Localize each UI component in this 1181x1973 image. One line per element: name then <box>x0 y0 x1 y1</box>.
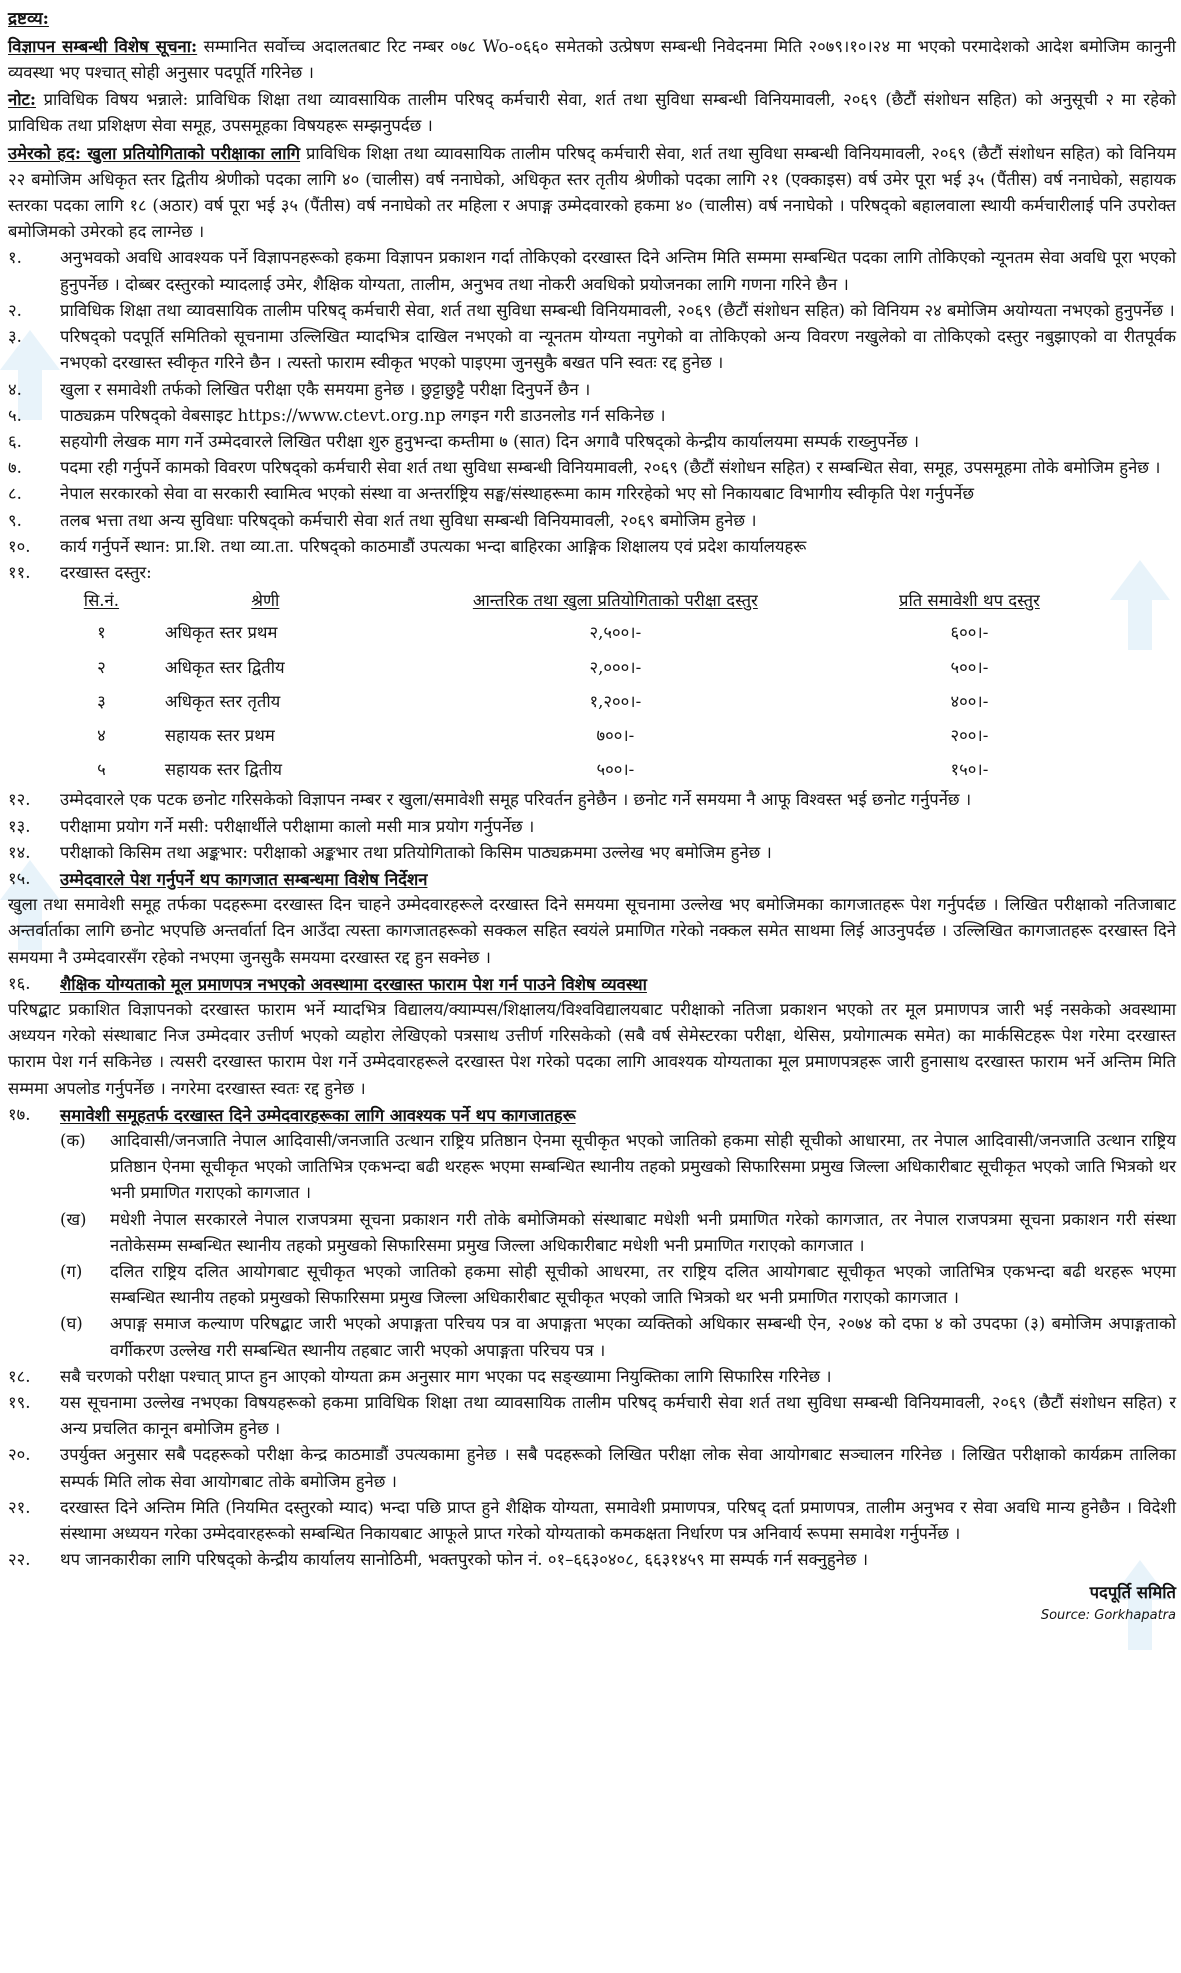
notice-header: द्रष्टव्य: <box>8 9 49 29</box>
item-number: २१. <box>8 1497 31 1517</box>
item-number: ५. <box>8 405 22 425</box>
sub-item <box>60 1207 1176 1259</box>
list-item <box>8 481 1176 507</box>
table-cell: अधिकृत स्तर द्वितीय <box>164 657 285 677</box>
list-item <box>8 1442 1176 1494</box>
section-heading: समावेशी समूहतर्फ दरखास्त दिने उम्मेदवारहरूका लागि आवश्यक पर्ने थप कागजातहरू <box>60 1104 576 1125</box>
item-text: दरखास्त दिने अन्तिम मिति (नियमित दस्तुरको म्याद) भन्दा पछि प्राप्त हुने शैक्षिक योग्यता, समावेशी प्रमाणपत्र, परिषद् दर्ता प्रमाणपत्र, तालीम अनुभव र सेवा अवधि मान्य हुनेछैन । विदेशी संस्थामा अध्ययन गरेका उम्मेदवारहरूको सम्बन्धित निकायबाट आफूले प्राप्त गरेको योग्यताको कमकक्षता निर्धारण पत्र अनिवार्य रूपमा समावेश गर्नुपर्नेछ । <box>60 1497 1176 1544</box>
item-number: ४. <box>8 379 22 399</box>
list-item <box>8 534 1176 560</box>
special-notice-label: विज्ञापन सम्बन्धी विशेष सूचना: <box>8 35 198 56</box>
list-item <box>8 1364 1176 1390</box>
fee-table-header-row <box>68 586 1108 616</box>
item-text: पदमा रही गर्नुपर्ने कामको विवरण परिषद्को कर्मचारी सेवा शर्त तथा सुविधा सम्बन्धी विनियमावली, २०६९ (छैटौं संशोधन सहित) र सम्बन्धित सेवा, समूह, उपसमूहमा तोके बमोजिम हुनेछ । <box>60 458 1161 478</box>
sub-item-label: (घ) <box>60 1314 83 1334</box>
item-text: खुला र समावेशी तर्फको लिखित परीक्षा एकै समयमा हुनेछ । छुट्टाछुट्टै परीक्षा दिनुपर्ने छैन । <box>60 379 591 399</box>
section-15-body: खुला तथा समावेशी समूह तर्फका पदहरूमा दरखास्त दिन चाहने उम्मेदवारहरूले दरखास्त दिने समयमा सूचनामा उल्लेख भए बमोजिमका कागजातहरू पेश गर्नुपर्दछ । लिखित परीक्षाको नतिजाबाट अन्तर्वार्ताका लागि छनोट भएपछि अन्तर्वार्ता दिन आउँदा त्यस्ता कागजातहरूको सक्कल सहित स्वयंले प्रमाणित गरेको नक्कल समेत साथमा लिई आउनुपर्दछ । उल्लिखित कागजातहरू दरखास्त दिने समयमा नै उम्मेदवारसँग रहेको नभएमा जुनसुकै समयमा दरखास्त रद्द हुन सक्नेछ । <box>8 895 1176 967</box>
list-item <box>8 377 1176 403</box>
item-text: उम्मेदवारले एक पटक छनोट गरिसकेको विज्ञापन नम्बर र खुला/समावेशी समूह परिवर्तन हुनेछैन । छनोट गर्ने समयमा नै आफू विश्वस्त भई छनोट गर्नुपर्नेछ । <box>60 790 972 810</box>
item-number: १८. <box>8 1366 31 1386</box>
sub-item-label: (ख) <box>60 1209 87 1229</box>
item-text: परीक्षामा प्रयोग गर्ने मसी: परीक्षार्थीले परीक्षामा कालो मसी मात्र प्रयोग गर्नुपर्नेछ । <box>60 816 535 836</box>
table-row <box>68 651 1108 685</box>
table-cell: २,५००।- <box>589 623 642 643</box>
item-number: २. <box>8 300 22 320</box>
item-number: ७. <box>8 458 22 478</box>
table-cell: ४ <box>97 725 106 745</box>
item-number: २२. <box>8 1550 31 1570</box>
item-text: उपर्युक्त अनुसार सबै पदहरूको परीक्षा केन्द्र काठमाडौं उपत्यकामा हुनेछ । सबै पदहरूको लिखित परीक्षा लोक सेवा आयोगबाट सञ्चालन गरिनेछ । लिखित परीक्षाको कार्यक्रम तालिका सम्पर्क मिति लोक सेवा आयोगबाट तोके बमोजिम हुनेछ । <box>60 1445 1176 1491</box>
item-number: १६. <box>8 973 31 993</box>
item-number: ३. <box>8 327 22 347</box>
age-limit-text: प्राविधिक शिक्षा तथा व्यावसायिक तालीम परिषद् कर्मचारी सेवा, शर्त तथा सुविधा सम्बन्धी विनियमावली, २०६९ (छैटौं संशोधन सहित) को विनियम २२ बमोजिम अधिकृत स्तर द्वितीय श्रेणीको पदका लागि ४० (चालीस) वर्ष ननाघेको, अधिकृत स्तर तृतीय श्रेणीको पदका लागि २१ (एक्काइस) वर्ष उमेर पूरा भई ३५ (पैंतीस) वर्ष ननाघेको, सहायक स्तरका पदका लागि १८ (अठार) वर्ष पूरा भई ३५ (पैंतीस) वर्ष ननाघेको तर महिला र अपाङ्ग उम्मेदवारको हकमा ४० (चालीस) वर्ष ननाघेको । परिषद्को बहालवाला स्थायी कर्मचारीलाई पनि उपरोक्त बमोजिमको उमेरको हद लाग्नेछ । <box>8 143 1176 242</box>
item-text: परीक्षाको किसिम तथा अङ्कभार: परीक्षाको अङ्कभार तथा प्रतियोगिताको किसिम पाठ्यक्रममा उल्लेख भए बमोजिम हुनेछ । <box>60 842 772 862</box>
list-item <box>8 455 1176 481</box>
item-text: यस सूचनामा उल्लेख नभएका विषयहरूको हकमा प्राविधिक शिक्षा तथा व्यावसायिक तालीम परिषद् कर्मचारी सेवा शर्त तथा सुविधा सम्बन्धी विनियमावली, २०६९ (छैटौं संशोधन सहित) र अन्य प्रचलित कानून बमोजिम हुनेछ । <box>60 1393 1176 1439</box>
table-cell: सहायक स्तर प्रथम <box>164 725 275 745</box>
sub-item <box>60 1128 1176 1207</box>
sub-item-label: (क) <box>60 1130 86 1150</box>
section-17-heading <box>8 1102 1176 1128</box>
note <box>8 86 1176 139</box>
item-text: सहयोगी लेखक माग गर्ने उम्मेदवारले लिखित परीक्षा शुरु हुनुभन्दा कम्तीमा ७ (सात) दिन अगावै परिषद्को केन्द्रीय कार्यालयमा सम्पर्क राख्नुपर्नेछ । <box>60 431 920 451</box>
table-row <box>68 616 1108 650</box>
item-number: १. <box>8 248 22 268</box>
sub-item-label: (ग) <box>60 1262 83 1281</box>
list-item <box>8 560 1176 586</box>
item-number: १५. <box>8 868 31 888</box>
sub-item-text: आदिवासी/जनजाति नेपाल आदिवासी/जनजाति उत्थान राष्ट्रिय प्रतिष्ठान ऐनमा सूचीकृत भएको जातिको हकमा सोही सूचीको आधारमा, तर नेपाल आदिवासी/जनजाति उत्थान राष्ट्रिय प्रतिष्ठान ऐनमा सूचीकृत भएको जातिभित्र एकभन्दा बढी थरहरू भएमा सम्बन्धित स्थानीय तहको प्रमुखको सिफारिसमा प्रमुख जिल्ला अधिकारीबाट सूचीकृत भएको जाति भित्रको थर भनी प्रमाणित गराएको कागजात । <box>110 1130 1176 1203</box>
table-row <box>68 719 1108 753</box>
item-text: तलब भत्ता तथा अन्य सुविधाः परिषद्को कर्मचारी सेवा शर्त तथा सुविधा सम्बन्धी विनियमावली, २०६९ बमोजिम हुनेछ । <box>60 510 757 530</box>
source-credit: Source: Gorkhapatra <box>1040 1607 1176 1623</box>
item-text: परिषद्को पदपूर्ति समितिको सूचनामा उल्लिखित म्यादभित्र दाखिल नभएको वा न्यूनतम योग्यता नपुगेको वा तोकिएको अन्य विवरण नखुलेको वा तोकिएको दस्तुर नबुझाएको वा रीतपूर्वक नभएको दरखास्त स्वीकृत गरिने छैन । त्यस्तो फाराम स्वीकृत भएको पाइएमा जुनसुकै बखत पनि स्वतः रद्द हुनेछ । <box>60 327 1176 373</box>
table-cell: २००।- <box>950 725 989 745</box>
table-cell: अधिकृत स्तर प्रथम <box>164 623 278 643</box>
item-number: ६. <box>8 431 22 451</box>
sub-item <box>60 1259 1176 1311</box>
list-item <box>8 403 1176 429</box>
table-cell: अधिकृत स्तर तृतीय <box>164 691 281 711</box>
table-cell: २ <box>97 657 106 677</box>
section-16-heading <box>8 971 1176 997</box>
age-limit <box>8 140 1176 246</box>
table-cell: सहायक स्तर द्वितीय <box>164 760 282 780</box>
list-item <box>8 429 1176 455</box>
notice-document <box>8 6 1176 1626</box>
item-number: १२. <box>8 790 31 810</box>
table-cell: ५००।- <box>950 657 989 677</box>
list-item <box>8 1390 1176 1442</box>
item-text: कार्य गर्नुपर्ने स्थान: प्रा.शि. तथा व्या.ता. परिषद्को काठमाडौं उपत्यका भन्दा बाहिरका आङ्गिक शिक्षालय एवं प्रदेश कार्यालयहरू <box>60 536 807 556</box>
sub-item-text: मधेशी नेपाल सरकारले नेपाल राजपत्रमा सूचना प्रकाशन गरी तोके बमोजिमको संस्थाबाट मधेशी भनी प्रमाणित गरेको कागजात, तर नेपाल राजपत्रमा सूचना प्रकाशन गरी संस्था नतोकेसम्म सम्बन्धित स्थानीय तहको प्रमुखको सिफारिसमा प्रमुख जिल्ला अधिकारीबाट मधेशी भनी प्रमाणित गराएको कागजात । <box>110 1209 1176 1255</box>
table-cell: ७००।- <box>596 725 635 745</box>
sub-item-text: अपाङ्ग समाज कल्याण परिषद्बाट जारी भएको अपाङ्गता परिचय पत्र वा अपाङ्गता भएका व्यक्तिको अधिकार सम्बन्धी ऐन, २०७४ को दफा ४ को उपदफा (३) बमोजिम अपाङ्गताको वर्गीकरण उल्लेख गरी सम्बन्धित स्थानीय तहबाट जारी भएको अपाङ्गता परिचय पत्र । <box>110 1314 1176 1360</box>
list-items-b <box>8 787 1176 866</box>
note-label: नोट: <box>8 89 36 110</box>
list-item <box>8 814 1176 840</box>
table-row <box>68 685 1108 719</box>
special-notice-text: सम्मानित सर्वोच्च अदालतबाट रिट नम्बर ०७८ Wo-०६६० समेतको उत्प्रेषण सम्बन्धी निवेदनमा मिति २०७९।१०।२४ मा भएको परमादेशको आदेश बमोजिम कानुनी व्यवस्था भए पश्चात् सोही अनुसार पदपूर्ति गरिनेछ । <box>8 36 1176 83</box>
table-cell: ४००।- <box>950 691 989 711</box>
table-cell: १५०।- <box>950 760 989 780</box>
item-text: दरखास्त दस्तुर: <box>60 562 152 582</box>
sub-item <box>60 1311 1176 1363</box>
list-item <box>8 840 1176 866</box>
item-text: अनुभवको अवधि आवश्यक पर्ने विज्ञापनहरूको हकमा विज्ञापन प्रकाशन गर्दा तोकिएको दरखास्त दिने अन्तिम मिति सम्ममा सम्बन्धित पदका लागि तोकिएको न्यूनतम सेवा अवधि पूरा भएको हुनुपर्नेछ । दोब्बर दस्तुरको म्यादलाई उमेर, शैक्षिक योग्यता, तालीम, अनुभव तथा नोकरी अवधिको प्रयोजनका लागि गणना गरिने छैन । <box>60 248 1176 294</box>
list-item <box>8 298 1176 324</box>
table-cell: ५ <box>97 760 106 780</box>
section-16 <box>8 971 1176 1102</box>
column-header-serial: सि.नं. <box>83 591 120 611</box>
item-text: पाठ्यक्रम परिषद्को वेबसाइट https://www.ctevt.org.np लगइन गरी डाउनलोड गर्न सकिनेछ । <box>60 405 666 425</box>
table-cell: १ <box>97 623 106 643</box>
list-item <box>8 508 1176 534</box>
list-items-c <box>8 1364 1176 1574</box>
age-limit-label: उमेरको हद: खुला प्रतियोगिताको परीक्षाका लागि <box>8 142 301 163</box>
section-16-body: परिषद्बाट प्रकाशित विज्ञापनको दरखास्त फाराम भर्ने म्यादभित्र विद्यालय/क्याम्पस/शिक्षालय/विश्वविद्यालयबाट परीक्षाको नतिजा प्रकाशन भएको तर मूल प्रमाणपत्र जारी भई नसकेको अवस्थामा अध्ययन गरेको संस्थाबाट निज उम्मेदवार उत्तीर्ण भएको व्यहोरा लेखिएको पत्रसाथ उत्तीर्ण गरिसकेको (सबै वर्ष सेमेस्टरका परीक्षा, थेसिस, प्रयोगात्मक समेत) का मार्कसिटहरू पेश गरेमा दरखास्त फाराम पेश गर्न सकिनेछ । त्यसरी दरखास्त फाराम पेश गर्ने उम्मेदवारहरूले दरखास्त पेश गरेको पदका लागि आवश्यक योग्यताका मूल प्रमाणपत्रहरू जारी हुनासाथ दरखास्त फाराम भर्ने अन्तिम मिति सम्ममा अपलोड गर्नुपर्नेछ । नगरेमा दरखास्त स्वतः रद्द हुनेछ । <box>8 999 1176 1098</box>
list-item <box>8 324 1176 376</box>
sub-item-text: दलित राष्ट्रिय दलित आयोगबाट सूचीकृत भएको जातिको हकमा सोही सूचीको आधरमा, तर राष्ट्रिय दलित आयोगबाट सूचीकृत भएको जातिभित्र एकभन्दा बढी थरहरू भएमा सम्बन्धित स्थानीय तहको प्रमुखको सिफारिसमा प्रमुख जिल्ला अधिकारीबाट सूचीकृत भएको जाति भित्रको थर भनी प्रमाणित गराएको कागजात । <box>110 1262 1176 1308</box>
list-item <box>8 787 1176 813</box>
special-notice <box>8 33 1176 86</box>
item-number: १४. <box>8 842 31 862</box>
signature: पदपूर्ति समिति <box>1089 1582 1176 1603</box>
item-number: २०. <box>8 1445 31 1465</box>
column-header-exam-fee: आन्तरिक तथा खुला प्रतियोगिताको परीक्षा दस्तुर <box>472 591 758 611</box>
section-17 <box>8 1102 1176 1364</box>
section-heading: उम्मेदवारले पेश गर्नुपर्ने थप कागजात सम्बन्धमा विशेष निर्देशन <box>60 868 428 889</box>
item-text: नेपाल सरकारको सेवा वा सरकारी स्वामित्व भएको संस्था वा अन्तर्राष्ट्रिय सङ्घ/संस्थाहरूमा काम गरिरहेको भए सो निकायबाट विभागीय स्वीकृति पेश गर्नुपर्नेछ <box>60 484 975 504</box>
item-text: सबै चरणको परीक्षा पश्चात् प्राप्त हुन आएको योग्यता क्रम अनुसार माग भएका पद सङ्ख्यामा नियुक्तिका लागि सिफारिस गरिनेछ । <box>60 1366 832 1386</box>
note-text: प्राविधिक विषय भन्नाले: प्राविधिक शिक्षा तथा व्यावसायिक तालीम परिषद् कर्मचारी सेवा, शर्त तथा सुविधा सम्बन्धी विनियमावली, २०६९ (छैटौं संशोधन सहित) को अनुसूची २ मा रहेको प्राविधिक तथा प्रशिक्षण सेवा समूह, उपसमूहका विषयहरू सम्झनुपर्दछ । <box>8 90 1176 136</box>
table-cell: ३ <box>97 691 106 711</box>
table-cell: ६००।- <box>950 623 989 643</box>
list-item <box>8 245 1176 297</box>
table-cell: २,०००।- <box>589 657 642 677</box>
item-number: ९. <box>8 510 22 530</box>
list-item <box>8 1495 1176 1547</box>
item-number: १०. <box>8 536 31 556</box>
item-text: थप जानकारीका लागि परिषद्को केन्द्रीय कार्यालय सानोठिमी, भक्तपुरको फोन नं. ०१–६६३०४०८, ६६३१४५९ मा सम्पर्क गर्न सक्नुहुनेछ । <box>60 1550 869 1570</box>
item-number: ८. <box>8 484 22 504</box>
section-15 <box>8 866 1176 971</box>
item-number: ११. <box>8 562 31 582</box>
table-cell: १,२००।- <box>589 691 642 711</box>
column-header-inclusive-fee: प्रति समावेशी थप दस्तुर <box>899 591 1040 611</box>
list-items-a <box>8 245 1176 586</box>
table-row <box>68 753 1108 787</box>
fee-table <box>68 586 1108 787</box>
item-text: प्राविधिक शिक्षा तथा व्यावसायिक तालीम परिषद् कर्मचारी सेवा, शर्त तथा सुविधा सम्बन्धी विनियमावली, २०६९ (छैटौं संशोधन सहित) को विनियम २४ बमोजिम अयोग्यता नभएको हुनुपर्नेछ । <box>60 300 1175 320</box>
item-number: १७. <box>8 1104 31 1124</box>
list-item <box>8 1547 1176 1573</box>
item-number: १३. <box>8 816 31 836</box>
section-heading: शैक्षिक योग्यताको मूल प्रमाणपत्र नभएको अवस्थामा दरखास्त फाराम पेश गर्न पाउने विशेष व्यवस्था <box>60 973 647 994</box>
item-number: १९. <box>8 1393 31 1413</box>
column-header-grade: श्रेणी <box>251 591 280 611</box>
table-cell: ५००।- <box>596 760 635 780</box>
section-15-heading <box>8 866 1176 892</box>
